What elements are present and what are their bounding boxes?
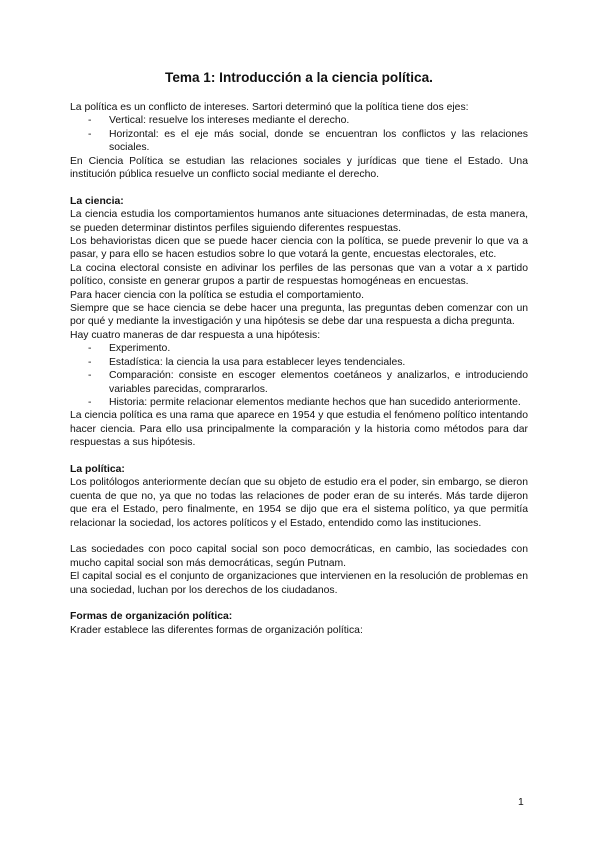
page-title: Tema 1: Introducción a la ciencia política. (165, 70, 433, 85)
list-item: - Estadística: la ciencia la usa para establecer leyes tendenciales. (70, 356, 528, 369)
list-item: - Vertical: resuelve los intereses mediante el derecho. (70, 114, 528, 127)
intro-paragraph-2: En Ciencia Política se estudian las relaciones sociales y jurídicas que tiene el Estado. Una institución pública resuelve un conflicto social mediante el derecho. (70, 155, 528, 181)
politica-paragraph-1: Los politólogos anteriormente decían que su objeto de estudio era el poder, sin embargo, se dieron cuenta de que no, ya que no todas las relaciones de poder eran de su interés. Más tarde dijeron que era el Estado, pero finalmente, en 1954 se dijo que era el sistema político, ya que permitía relacionar la sociedad, los actores políticos y el Estado, entendido como las instituciones. (70, 477, 528, 529)
axes-list (70, 114, 528, 154)
list-item: - Experimento. (70, 342, 528, 355)
intro-paragraph-1: La política es un conflicto de intereses. Sartori determinó que la política tiene dos ejes: (70, 102, 469, 113)
politica-paragraph-3: El capital social es el conjunto de organizaciones que intervienen en la resolución de problemas en una sociedad, luchan por los derechos de los ciudadanos. (70, 571, 528, 596)
page-number: 1 (518, 797, 524, 808)
ciencia-paragraph-3: La cocina electoral consiste en adivinar los perfiles de las personas que van a votar a x partido político, consiste en generar grupos a partir de respuestas homogéneas en encuestas. (70, 262, 528, 288)
list-item: - Historia: permite relacionar elementos mediante hechos que han sucedido anteriormente. (70, 396, 528, 409)
politica-paragraph-2: Las sociedades con poco capital social son poco democráticas, en cambio, las sociedades con mucho capital social son más democráticas, según Putnam. (70, 544, 528, 569)
ciencia-paragraph-6: Hay cuatro maneras de dar respuesta a una hipótesis: (70, 329, 321, 341)
methods-list (70, 342, 528, 409)
ciencia-paragraph-1: La ciencia estudia los comportamientos humanos ante situaciones determinadas, de esta manera, se pueden determinar distintos perfiles siguiendo diferentes respuestas. (70, 209, 528, 234)
section-heading-formas: Formas de organización política: (70, 611, 233, 623)
section-heading-politica: La política: (70, 463, 125, 475)
list-item: - Horizontal: es el eje más social, donde se encuentran los conflictos y las relaciones sociales. (70, 128, 528, 155)
document-body (70, 101, 528, 637)
ciencia-paragraph-4: Para hacer ciencia con la política se estudia el comportamiento. (70, 289, 364, 301)
ciencia-paragraph-2: Los behavioristas dicen que se puede hacer ciencia con la política, se puede prevenir lo que va a pasar, y para ello se hacen estudios sobre lo que votará la gente, encuestas electorales, etc. (70, 236, 528, 261)
ciencia-paragraph-5: Siempre que se hace ciencia se debe hacer una pregunta, las preguntas deben comenzar con un por qué y mediante la investigación y una hipótesis se debe dar una respuesta a dicha pregunta. (70, 303, 528, 328)
section-heading-ciencia: La ciencia: (70, 195, 124, 207)
formas-paragraph-1: Krader establece las diferentes formas de organización política: (70, 624, 363, 636)
list-item: - Comparación: consiste en escoger elementos coetáneos y analizarlos, e introduciendo variables parecidas, comprararlos. (70, 369, 528, 396)
ciencia-paragraph-7: La ciencia política es una rama que aparece en 1954 y que estudia el fenómeno político intentando hacer ciencia. Para ello usa principalmente la comparación y la historia como métodos para dar respuestas a sus hipótesis. (70, 410, 528, 449)
